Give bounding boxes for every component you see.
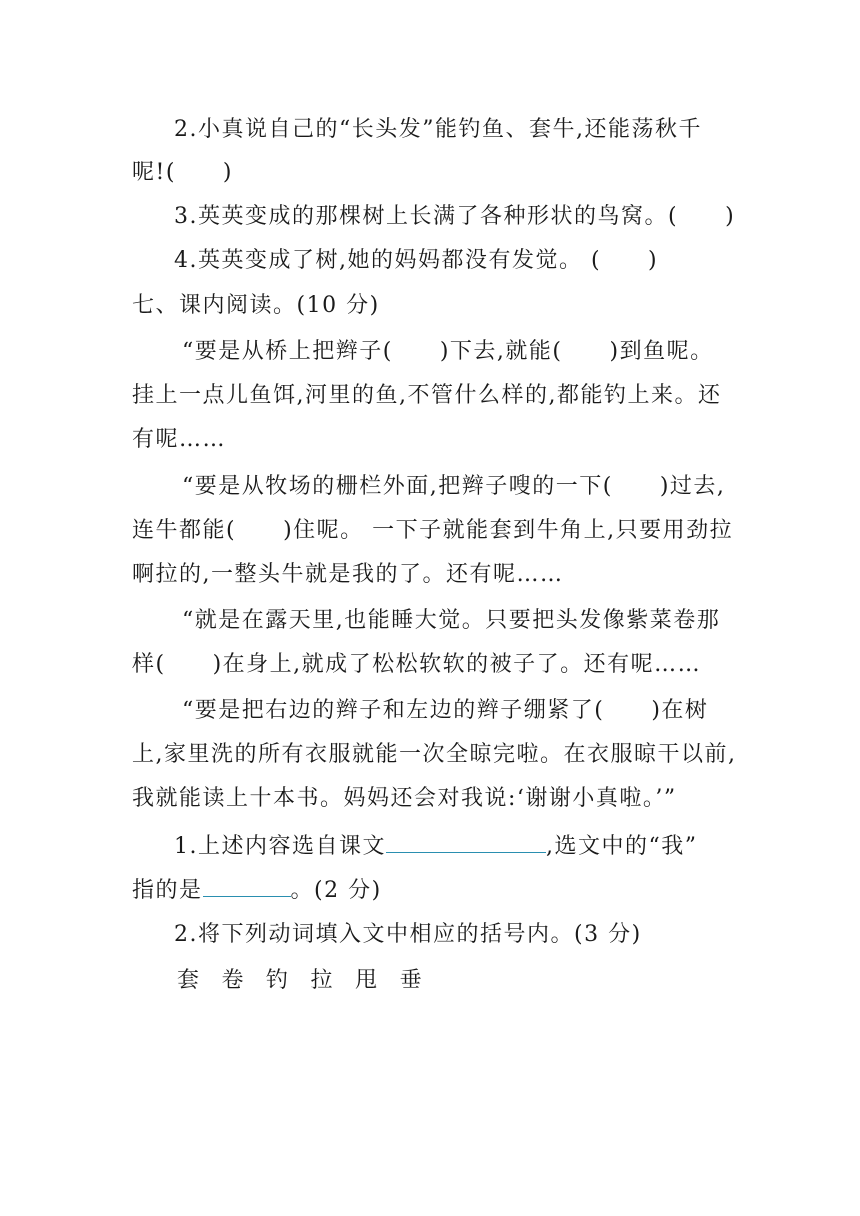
verb-word: 卷 — [221, 968, 246, 993]
question-2: 2.小真说自己的“长头发”能钓鱼、套牛,还能荡秋千 — [174, 117, 702, 142]
question-3: 3.英英变成的那棵树上长满了各种形状的鸟窝。( ) — [174, 204, 736, 229]
verb-word: 套 — [177, 968, 201, 993]
verb-word: 垂 — [399, 968, 424, 993]
passage-line: “要是从桥上把辫子( )下去,就能( )到鱼呢。 — [182, 339, 714, 364]
question-7-1 — [174, 830, 698, 862]
question-4: 4.英英变成了树,她的妈妈都没有发觉。 ( ) — [174, 248, 659, 273]
passage-line: 有呢…… — [132, 427, 227, 452]
lesson-title-blank[interactable] — [386, 830, 546, 853]
passage-line: 上,家里洗的所有衣服就能一次全晾完啦。在衣服晾干以前, — [132, 742, 737, 767]
question-7-1-cont — [132, 874, 382, 906]
passage-line: “要是把右边的辫子和左边的辫子绷紧了( )在树 — [182, 698, 709, 723]
verb-word: 甩 — [355, 968, 379, 993]
question-7-1-prompt-cont: ,选文中的“我” — [546, 834, 698, 859]
question-2-cont: 呢!( ) — [132, 160, 234, 185]
question-7-1-prompt: 1.上述内容选自课文 — [174, 834, 386, 859]
passage-line: 挂上一点儿鱼饵,河里的鱼,不管什么样的,都能钓上来。还 — [132, 383, 722, 408]
passage-line: 啊拉的,一整头牛就是我的了。还有呢…… — [132, 562, 564, 587]
question-7-1-prompt-2: 指的是 — [132, 878, 203, 903]
verb-word-bank — [177, 966, 444, 996]
passage-line: 连牛都能( )住呢。 一下子就能套到牛角上,只要用劲拉 — [132, 518, 734, 543]
verb-word: 拉 — [310, 968, 335, 993]
question-7-1-points: 。(2 分) — [290, 878, 382, 903]
section-7-heading: 七、课内阅读。(10 分) — [132, 293, 380, 318]
verb-word: 钓 — [266, 968, 290, 993]
question-7-2: 2.将下列动词填入文中相应的括号内。(3 分) — [174, 922, 642, 947]
passage-line: 样( )在身上,就成了松松软软的被子了。还有呢…… — [132, 652, 702, 677]
passage-line: “要是从牧场的栅栏外面,把辫子嗖的一下( )过去, — [182, 474, 726, 499]
narrator-blank[interactable] — [203, 874, 291, 897]
passage-line: 我就能读上十本书。妈妈还会对我说:‘谢谢小真啦。’” — [132, 786, 677, 811]
passage-line: “就是在露天里,也能睡大觉。只要把头发像紫菜卷那 — [182, 608, 721, 633]
